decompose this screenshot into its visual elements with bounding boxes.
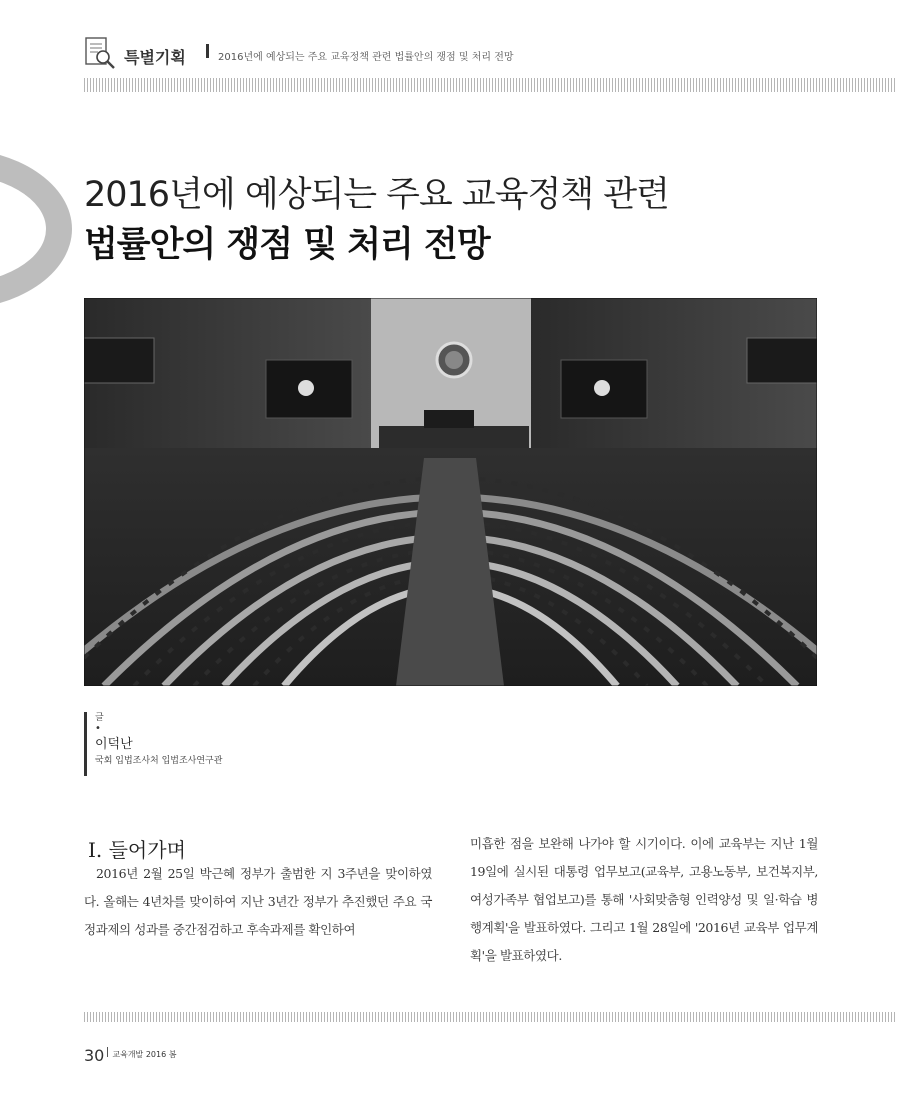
document-magnifier-icon	[84, 36, 116, 70]
title-line-2: 법률안의 쟁점 및 처리 전망	[84, 225, 490, 265]
publication-name: 교육개발 2016 봄	[112, 1050, 177, 1059]
page-header	[84, 33, 896, 73]
header-stripe	[84, 78, 896, 92]
footer-stripe	[84, 1012, 896, 1022]
body-column-left	[84, 860, 432, 944]
footer-divider	[107, 1047, 108, 1057]
byline-label: 글	[95, 713, 104, 723]
author-affiliation: 국회 입법조사처 입법조사연구관	[95, 756, 223, 766]
article-title	[84, 170, 864, 270]
page-footer	[84, 1046, 176, 1068]
section-heading: Ⅰ. 들어가며	[88, 838, 186, 862]
author-name: 이덕난	[95, 737, 133, 752]
header-divider	[206, 44, 209, 58]
section-label: 특별기획	[124, 48, 186, 67]
national-assembly-photo	[84, 298, 817, 686]
byline-dot: •	[95, 723, 101, 734]
body-column-right	[470, 830, 818, 970]
title-line-1: 2016년에 예상되는 주요 교육정책 관련	[84, 175, 669, 215]
body-paragraph-right: 미흡한 점을 보완해 나가야 할 시기이다. 이에 교육부는 지난 1월 19일에 실시된 대통령 업무보고(교육부, 고용노동부, 보건복지부, 여성가족부 협업보고)를 통해 '사회맞춤형 인력양성 및 일·학습 병행계획'을 발표하였다. 그리고 1월 28일에 '2016년 교육부 업무계획'을 발표하였다.	[470, 836, 818, 963]
decorative-arc	[0, 148, 72, 310]
body-paragraph-left: 2016년 2월 25일 박근혜 정부가 출범한 지 3주년을 맞이하였다. 올해는 4년차를 맞이하여 지난 3년간 정부가 추진했던 주요 국정과제의 성과를 중간점검하고 후속과제를 확인하여	[84, 866, 432, 937]
page-number: 30	[84, 1046, 105, 1065]
header-subtitle: 2016년에 예상되는 주요 교육정책 관련 법률안의 쟁점 및 처리 전망	[218, 52, 514, 63]
byline	[84, 712, 222, 776]
